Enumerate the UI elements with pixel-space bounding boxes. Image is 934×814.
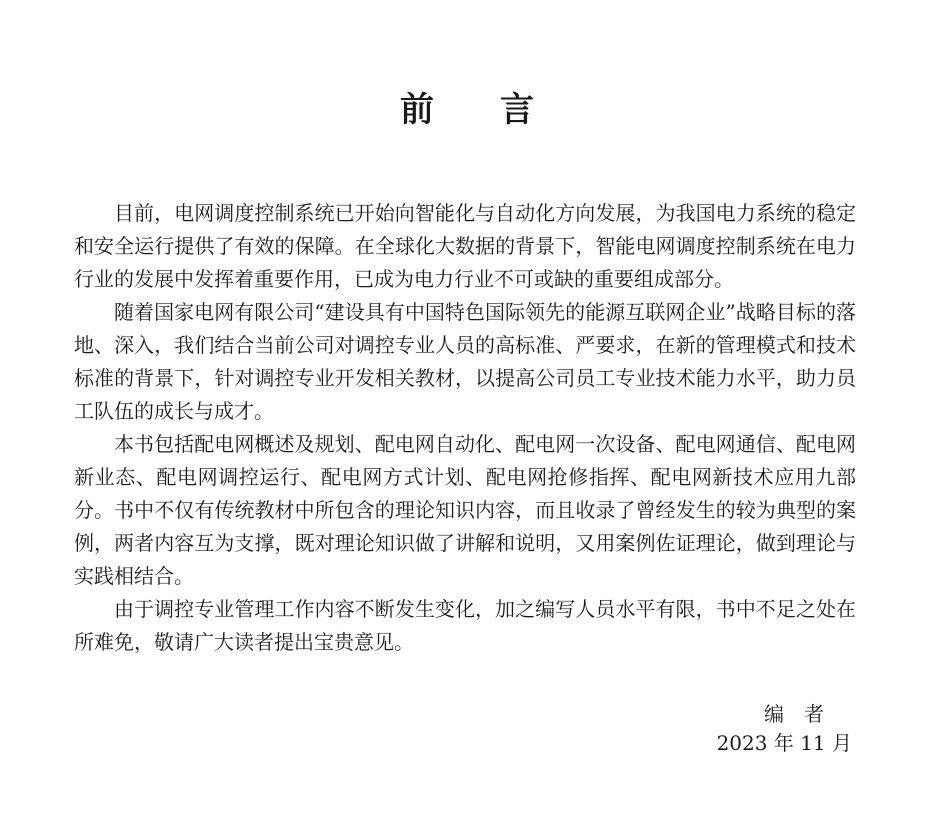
title-char-2: 言 [500,90,534,130]
paragraph-4: 由于调控专业管理工作内容不断发生变化，加之编写人员水平有限，书中不足之处在所难免，敬请广大读者提出宝贵意见。 [74,597,856,654]
paragraph-3: 本书包括配电网概述及规划、配电网自动化、配电网一次设备、配电网通信、配电网新业态、配电网调控运行、配电网方式计划、配电网抢修指挥、配电网新技术应用九部分。书中不仅有传统教材中所包含的理论知识内容，而且收录了曾经发生的较为典型的案例，两者内容互为支撑，既对理论知识做了讲解和说明，又用案例佐证理论，做到理论与实践相结合。 [74,432,856,588]
signature-block [717,700,852,758]
title-char-1: 前 [400,90,434,130]
preface-body [74,197,856,659]
paragraph-1: 目前，电网调度控制系统已开始向智能化与自动化方向发展，为我国电力系统的稳定和安全运行提供了有效的保障。在全球化大数据的背景下，智能电网调度控制系统在电力行业的发展中发挥着重要作用，已成为电力行业不可或缺的重要组成部分。 [74,201,856,291]
page-title [0,84,934,136]
signature-author: 编 者 [764,702,824,726]
signature-date: 2023 年 11 月 [716,731,852,755]
paragraph-2: 随着国家电网有限公司“建设具有中国特色国际领先的能源互联网企业”战略目标的落地、深入，我们结合当前公司对调控专业人员的高标准、严要求，在新的管理模式和技术标准的背景下，针对调控专业开发相关教材，以提高公司员工专业技术能力水平，助力员工队伍的成长与成才。 [74,300,856,423]
